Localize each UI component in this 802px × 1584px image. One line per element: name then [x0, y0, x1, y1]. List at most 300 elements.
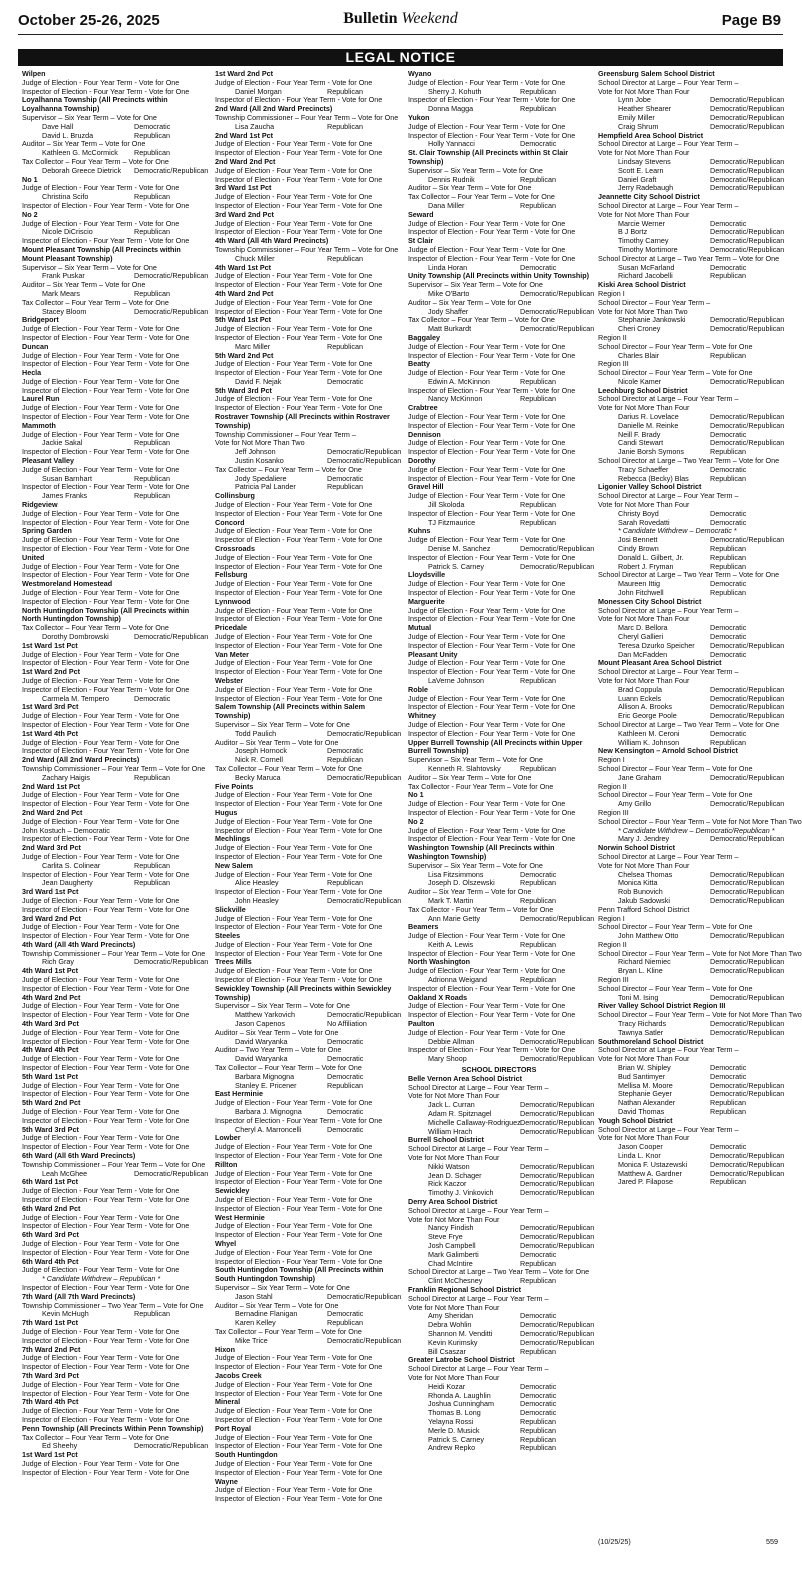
candidate-name: John Heasley: [235, 895, 279, 905]
candidate-name: Barbara Mignogna: [235, 1071, 295, 1081]
notice-line: Inspector of Election - Four Year Term - Vote for One: [408, 1010, 576, 1020]
candidate-name: Becky Maruca: [235, 772, 281, 782]
notice-line: Judge of Election - Four Year Term - Vote for One: [408, 438, 566, 448]
notice-line: Supervisor – Six Year Term – Vote for One: [22, 112, 157, 122]
notice-line: Judge of Election - Four Year Term - Vote for One: [215, 1379, 373, 1389]
section-heading: 3rd Ward 2nd Pct: [215, 209, 274, 219]
section-heading: Laurel Run: [22, 394, 60, 404]
candidate-name: Yelayna Rossi: [428, 1416, 474, 1426]
candidate-party: Republican: [134, 491, 170, 501]
candidate-name: Patricia Pal Lander: [235, 482, 296, 492]
notice-line: School Director at Large – Four Year Term –: [598, 851, 739, 861]
section-heading: Salem Township (All Precincts within Salem Township): [215, 702, 366, 721]
notice-line: Inspector of Election - Four Year Term - Vote for One: [22, 1221, 190, 1231]
candidate-name: Ed Sheehy: [42, 1441, 78, 1451]
section-heading: 2nd Ward 1st Pct: [22, 781, 81, 791]
section-heading: Washington Township (All Precincts within Washington Township): [408, 843, 555, 861]
candidate-party: Republican: [520, 1276, 556, 1286]
candidate-name: Tracy Richards: [618, 1019, 667, 1029]
notice-line: Judge of Election - Four Year Term - Vote for One: [22, 77, 180, 87]
candidate-name: Mark T. Martin: [428, 895, 474, 905]
candidate-party: Democratic/Republican: [710, 1151, 785, 1161]
notice-line: Inspector of Election - Four Year Term - Vote for One: [215, 1203, 383, 1213]
candidate-name: Cheryl Gallieri: [618, 632, 664, 641]
section-heading: Whitney: [408, 711, 436, 721]
notice-line: Judge of Election - Four Year Term - Vote for One: [408, 244, 566, 254]
notice-line: Vote for Not More Than Four: [598, 1054, 690, 1064]
notice-line: School Director at Large – Four Year Term –: [598, 491, 739, 501]
notice-line: Inspector of Election - Four Year Term - Vote for One: [215, 200, 383, 210]
candidate-party: Democratic: [520, 1408, 557, 1418]
candidate-party: Republican: [520, 895, 556, 905]
candidate-name: Josi Bennett: [618, 535, 658, 545]
candidate-party: Republican: [134, 1309, 170, 1319]
notice-line: Judge of Election - Four Year Term - Vote for One: [22, 1265, 180, 1275]
section-heading: 6th Ward 1st Pct: [22, 1177, 79, 1187]
section-heading: Monessen City School District: [598, 596, 702, 606]
section-heading: St Clair: [408, 236, 434, 246]
notice-line: Inspector of Election - Four Year Term - Vote for One: [408, 807, 576, 817]
candidate-party: Democratic: [520, 1381, 557, 1391]
notice-line: Inspector of Election - Four Year Term - Vote for One: [22, 834, 190, 844]
candidate-name: Dennis Rudnik: [428, 174, 475, 184]
candidate-party: Republican: [134, 860, 170, 870]
candidate-name: Toni M. Ising: [618, 992, 659, 1002]
candidate-party: Democratic/Republican: [710, 640, 785, 650]
notice-line: Judge of Election - Four Year Term - Vote for One: [22, 790, 180, 800]
notice-line: Judge of Election - Four Year Term - Vote for One: [215, 139, 373, 149]
candidate-name: Teresa Dzurko Speicher: [618, 640, 695, 650]
candidate-name: Holly Yannacci: [428, 139, 475, 149]
section-heading: 1st Ward 4th Pct: [22, 728, 79, 738]
candidate-party: Republican: [520, 174, 556, 184]
notice-line: Region I: [598, 755, 625, 765]
section-heading: 2nd Ward 2nd Pct: [215, 156, 276, 166]
section-heading: 3rd Ward 2nd Pct: [22, 913, 81, 923]
candidate-party: Democratic: [710, 728, 747, 738]
notice-line: Inspector of Election - Four Year Term - Vote for One: [22, 517, 190, 527]
section-heading: New Kensington – Arnold School District: [598, 746, 738, 756]
candidate-party: Democratic/Republican: [520, 1188, 595, 1198]
notice-line: Auditor – Six Year Term – Vote for One: [408, 297, 532, 307]
notice-line: Inspector of Election - Four Year Term - Vote for One: [22, 412, 190, 422]
notice-line: School Director at Large – Four Year Term –: [598, 77, 739, 87]
notice-line: Judge of Election - Four Year Term - Vote for One: [215, 1353, 373, 1363]
candidate-party: Republican: [520, 1443, 556, 1453]
notice-line: Inspector of Election - Four Year Term - Vote for One: [215, 508, 383, 518]
notice-line: Supervisor – Six Year Term – Vote for One: [22, 262, 157, 272]
notice-line: Inspector of Election - Four Year Term - Vote for One: [22, 200, 190, 210]
notice-line: Judge of Election - Four Year Term - Vote for One: [22, 675, 180, 685]
issue-date: October 25-26, 2025: [18, 12, 160, 29]
candidate-party: Democratic: [134, 121, 171, 131]
section-heading: Derry Area School District: [408, 1197, 498, 1206]
section-heading: 7th Ward 1st Pct: [22, 1318, 79, 1328]
candidate-party: Democratic/Republican: [520, 324, 595, 334]
notice-line: Supervisor – Six Year Term – Vote for One: [408, 165, 543, 175]
notice-line: Inspector of Election - Four Year Term - Vote for One: [408, 667, 576, 677]
notice-line: School Director at Large – Four Year Term –: [598, 605, 739, 615]
notice-line: Vote for Not More Than Four: [408, 1302, 500, 1312]
section-heading: Unity Township (All Precincts within Unity Township): [408, 271, 590, 281]
notice-line: Judge of Election - Four Year Term - Vote for One: [215, 1221, 373, 1231]
notice-line: Judge of Election - Four Year Term - Vote for One: [215, 1195, 373, 1204]
section-heading: Whyel: [215, 1238, 237, 1248]
candidate-name: Robert J. Fryman: [618, 561, 674, 571]
section-heading: Crossroads: [215, 544, 255, 554]
candidate-name: Kevin Kurimsky: [428, 1337, 478, 1347]
notice-line: Judge of Election - Four Year Term - Vote for One: [408, 693, 566, 703]
candidate-party: Republican: [710, 588, 746, 598]
notice-line: Inspector of Election - Four Year Term - Vote for One: [215, 280, 383, 290]
section-heading: Mineral: [215, 1397, 241, 1407]
candidate-name: William Hrach: [428, 1126, 473, 1136]
notice-number: 559: [766, 1537, 778, 1546]
withdrawal-note: * Candidate Withdrew – Republican *: [42, 1274, 161, 1284]
notice-line: Township Commissioner – Four Year Term – Vote for One: [22, 948, 206, 958]
candidate-name: Charles Blair: [618, 350, 660, 360]
candidate-name: Carmela M. Tempero: [42, 693, 109, 703]
candidate-name: Thomas B. Long: [428, 1408, 481, 1418]
notice-line: Judge of Election - Four Year Term - Vote for One: [22, 1080, 180, 1090]
notice-line: Inspector of Election - Four Year Term - Vote for One: [22, 447, 190, 457]
withdrawal-note: * Candidate Withdrew – Democratic *: [618, 526, 737, 536]
candidate-name: Timothy J. Vinkovich: [428, 1188, 494, 1198]
candidate-party: Republican: [710, 737, 746, 747]
section-heading: 6th Ward 3rd Pct: [22, 1230, 79, 1240]
candidate-party: Democratic: [520, 139, 557, 149]
candidate-name: Patrick S. Carney: [428, 1434, 484, 1444]
candidate-name: Matthew A. Gardner: [618, 1168, 682, 1178]
notice-line: School Director at Large – Four Year Term –: [408, 1144, 549, 1154]
candidate-name: Jody Shaffer: [428, 306, 469, 316]
candidate-party: Republican: [327, 755, 363, 765]
candidate-name: Lisa Zaucha: [235, 121, 275, 131]
notice-line: Inspector of Election - Four Year Term - Vote for One: [215, 1441, 383, 1451]
section-heading: Baggaley: [408, 332, 440, 342]
candidate-party: Democratic: [710, 1063, 747, 1073]
candidate-name: Nancy McKinnon: [428, 394, 483, 404]
candidate-entry: [22, 165, 209, 176]
candidate-name: Richard Jacobelli: [618, 271, 673, 281]
candidate-name: Todd Paulich: [235, 728, 277, 738]
candidate-party: Republican: [520, 104, 556, 114]
notice-line: Region III: [598, 975, 629, 985]
candidate-name: Keith A. Lewis: [428, 939, 474, 949]
candidate-name: Alice Heasley: [235, 878, 279, 888]
candidate-name: Bill Csaszar: [428, 1346, 466, 1356]
publication-masthead: [0, 10, 801, 28]
notice-line: Inspector of Election - Four Year Term - Vote for One: [215, 851, 383, 861]
candidate-name: Amy Grillo: [618, 799, 652, 809]
candidate-name: Frank Puskar: [42, 271, 85, 281]
notice-line: Judge of Election - Four Year Term - Vote for One: [215, 816, 373, 826]
candidate-party: Republican: [520, 1346, 556, 1356]
section-heading: Mutual: [408, 623, 432, 633]
section-heading: Pleasant Valley: [22, 456, 74, 466]
notice-line: Judge of Election - Four Year Term - Vote for One: [408, 368, 566, 378]
notice-line: Judge of Election - Four Year Term - Vote for One: [22, 350, 180, 360]
candidate-name: Linda Horan: [428, 262, 468, 272]
candidate-party: Republican: [520, 200, 556, 210]
candidate-name: Jason Cooper: [618, 1142, 663, 1152]
notice-line: Judge of Election - Four Year Term - Vote for One: [215, 579, 373, 589]
notice-line: Auditor – Two Year Term – Vote for One: [215, 1045, 342, 1055]
notice-line: Judge of Election - Four Year Term - Vote for One: [408, 719, 566, 729]
candidate-party: Democratic/Republican: [710, 1089, 785, 1099]
section-heading: 5th Ward 1st Pct: [215, 315, 272, 325]
section-heading: Gravel Hill: [408, 482, 444, 492]
notice-line: Inspector of Election - Four Year Term - Vote for One: [215, 588, 383, 598]
candidate-name: Nick R. Cornell: [235, 755, 283, 765]
candidate-party: No Affiliation: [327, 1019, 367, 1029]
notice-line: Judge of Election - Four Year Term - Vote for One: [22, 561, 180, 571]
candidate-name: Susan McFarland: [618, 262, 675, 272]
candidate-party: Democratic/Republican: [710, 412, 785, 422]
candidate-party: Democratic: [710, 623, 747, 633]
notice-line: Vote for Not More Than Four: [598, 86, 690, 96]
notice-line: Supervisor – Six Year Term – Vote for One: [408, 755, 543, 765]
candidate-party: Democratic: [710, 517, 747, 527]
candidate-name: Timothy Carney: [618, 236, 669, 246]
candidate-name: Monica Kitta: [618, 878, 658, 888]
candidate-name: Heidi Kozar: [428, 1381, 466, 1391]
section-heading: Dorothy: [408, 456, 436, 466]
notice-line: Tax Collector – Four Year Term – Vote for One: [22, 1432, 169, 1442]
notice-line: Judge of Election - Four Year Term - Vote for One: [22, 975, 180, 985]
candidate-party: Republican: [710, 447, 746, 457]
candidate-party: Democratic: [520, 1390, 557, 1400]
section-heading: North Washington: [408, 957, 471, 967]
section-heading: Lowber: [215, 1133, 241, 1143]
candidate-name: Jason Capenos: [235, 1019, 285, 1029]
notice-line: Region I: [598, 913, 625, 923]
notice-line: Judge of Election - Four Year Term - Vote for One: [215, 165, 373, 175]
section-heading: Webster: [215, 675, 244, 685]
candidate-party: Democratic: [520, 869, 557, 879]
candidate-name: Chuck Miller: [235, 253, 275, 263]
candidate-name: Richard Niemiec: [618, 957, 671, 967]
notice-line: Tax Collector - Four Year Term – Vote for One: [408, 781, 554, 791]
candidate-name: Josh Campbell: [428, 1240, 476, 1250]
candidate-name: Mike Trice: [235, 1335, 268, 1345]
notice-line: Inspector of Election - Four Year Term - Vote for One: [215, 825, 383, 835]
candidate-name: Christina Scifo: [42, 192, 89, 202]
candidate-name: Patrick S. Carney: [428, 561, 484, 571]
candidate-name: Rick Kaczor: [428, 1179, 467, 1189]
notice-line: School Director at Large – Four Year Term –: [598, 1045, 739, 1055]
candidate-party: Democratic/Republican: [710, 957, 785, 967]
section-heading: Hixon: [215, 1344, 235, 1354]
section-heading: Yough School District: [598, 1115, 673, 1125]
section-heading: Concord: [215, 517, 245, 527]
header-divider: [18, 34, 783, 35]
section-heading: United: [22, 552, 45, 562]
notice-line: Judge of Election - Four Year Term - Vote for One: [22, 403, 180, 413]
section-heading: Beamers: [408, 922, 439, 932]
candidate-party: Republican: [520, 939, 556, 949]
notice-line: Inspector of Election - Four Year Term - Vote for One: [215, 887, 383, 897]
candidate-name: Deborah Greece Dietrick: [42, 165, 122, 175]
candidate-name: Shannon M. Venditti: [428, 1328, 493, 1338]
notice-line: Judge of Election - Four Year Term - Vote for One: [215, 790, 373, 800]
notice-line: Judge of Election - Four Year Term - Vote for One: [408, 605, 566, 615]
notice-line: Inspector of Election - Four Year Term - Vote for One: [408, 95, 576, 105]
notice-line: Inspector of Election - Four Year Term - Vote for One: [408, 130, 576, 140]
notice-line: Inspector of Election - Four Year Term - Vote for One: [22, 1362, 190, 1372]
section-heading: Franklin Regional School District: [408, 1284, 522, 1294]
candidate-name: Ann Marie Getty: [428, 913, 480, 923]
section-heading: 4th Ward 2nd Pct: [215, 288, 274, 298]
candidate-entry: [215, 1126, 397, 1135]
section-heading: 4th Ward (All 4th Ward Precincts): [22, 939, 136, 949]
section-heading: 6th Ward 2nd Pct: [22, 1203, 81, 1213]
notice-line: Inspector of Election - Four Year Term - Vote for One: [22, 1467, 190, 1477]
notice-line: Vote for Not More Than Four: [598, 614, 690, 624]
candidate-party: Democratic: [710, 632, 747, 641]
candidate-name: Dan McFadden: [618, 649, 668, 659]
candidate-entry: [598, 1178, 780, 1187]
candidate-name: Mary Shoop: [428, 1054, 467, 1064]
candidate-party: Democratic/Republican: [710, 1027, 785, 1037]
section-heading: Sewickley: [215, 1186, 250, 1196]
notice-line: Judge of Election - Four Year Term - Vote for One: [408, 931, 566, 941]
candidate-party: Democratic: [327, 1036, 364, 1046]
notice-line: Inspector of Election - Four Year Term - Vote for One: [408, 640, 576, 650]
notice-line: Region II: [598, 332, 627, 342]
candidate-name: James Franks: [42, 491, 88, 501]
notice-line: School Director at Large – Four Year Term –: [598, 139, 739, 149]
candidate-party: Democratic/Republican: [710, 895, 785, 905]
candidate-name: Mary J. Jendrey: [618, 834, 670, 844]
notice-line: Inspector of Election - Four Year Term - Vote for One: [215, 799, 383, 809]
candidate-name: Nicole Kamer: [618, 376, 662, 386]
candidate-party: Democratic/Republican: [710, 244, 785, 254]
notice-line: Inspector of Election - Four Year Term - Vote for One: [22, 1335, 190, 1345]
notice-line: Inspector of Election - Four Year Term - Vote for One: [22, 544, 190, 554]
candidate-name: Janie Borsh Symons: [618, 447, 684, 457]
notice-line: Judge of Election - Four Year Term - Vote for One: [22, 1186, 180, 1196]
candidate-party: Democratic/Republican: [710, 834, 785, 844]
candidate-party: Democratic/Republican: [710, 324, 785, 334]
candidate-party: Democratic: [710, 218, 747, 228]
candidate-name: David Waryanka: [235, 1054, 288, 1064]
notice-line: Inspector of Election - Four Year Term - Vote for One: [408, 1045, 576, 1055]
candidate-party: Democratic/Republican: [710, 931, 785, 941]
notice-line: Inspector of Election - Four Year Term - Vote for One: [22, 1063, 190, 1073]
notice-line: Judge of Election - Four Year Term - Vote for One: [22, 1326, 180, 1336]
section-heading: Sewickley Township (All Precincts within Sewickley Township): [215, 983, 392, 1002]
notice-line: Auditor – Six Year Term – Vote for One: [22, 139, 146, 149]
candidate-party: Democratic/Republican: [710, 684, 785, 694]
candidate-party: Democratic: [710, 1142, 747, 1152]
candidate-party: Democratic/Republican: [520, 1240, 595, 1250]
notice-line: Inspector of Election - Four Year Term - Vote for One: [215, 95, 383, 105]
candidate-name: Karen Kelley: [235, 1318, 276, 1328]
notice-line: Judge of Election - Four Year Term - Vote for One: [215, 939, 373, 949]
notice-line: Tax Collector – Four Year Term – Vote for One: [215, 464, 362, 474]
candidate-party: Democratic/Republican: [520, 1170, 595, 1180]
candidate-party: Democratic/Republican: [327, 1010, 402, 1020]
section-heading: Westmoreland Homestead: [22, 579, 113, 589]
candidate-name: Susan Barnhart: [42, 473, 92, 483]
candidate-name: Jack L. Curran: [428, 1100, 475, 1110]
candidate-party: Democratic/Republican: [327, 1335, 402, 1345]
candidate-party: Democratic/Republican: [520, 1179, 595, 1189]
candidate-name: Kenneth R. Slahtovsky: [428, 763, 501, 773]
notice-line: Judge of Election - Four Year Term - Vote for One: [215, 1406, 373, 1416]
section-heading: Ridgeview: [22, 500, 58, 510]
candidate-name: Carlita S. Colinear: [42, 860, 101, 870]
notice-line: Inspector of Election - Four Year Term - Vote for One: [22, 236, 190, 246]
notice-line: Auditor – Six Year Term – Vote for One: [408, 772, 532, 782]
section-heading: No 2: [408, 816, 424, 826]
candidate-name: Christy Boyd: [618, 508, 659, 518]
section-heading: Leechburg School District: [598, 385, 688, 395]
candidate-party: Democratic/Republican: [710, 438, 785, 448]
candidate-party: Democratic/Republican: [327, 772, 402, 782]
section-heading: 5th Ward 2nd Pct: [22, 1098, 81, 1108]
notice-columns: [22, 69, 802, 1575]
candidate-name: Brian W. Shipley: [618, 1063, 671, 1073]
section-heading: Penn Township (All Precincts Within Penn Township): [22, 1423, 204, 1433]
candidate-party: Republican: [327, 1318, 363, 1328]
section-heading: South Huntingdon: [215, 1450, 278, 1460]
notice-line: School Director – Four Year Term – Vote for One: [598, 922, 753, 932]
notice-line: Inspector of Election - Four Year Term - Vote for One: [22, 719, 190, 729]
page-number: Page B9: [721, 12, 781, 29]
notice-line: Judge of Election - Four Year Term - Vote for One: [22, 922, 180, 932]
candidate-name: David Thomas: [618, 1107, 665, 1117]
notice-line: Tax Collector – Four Year Term – Vote for One: [215, 1063, 362, 1073]
section-heading: Pleasant Unity: [408, 649, 458, 659]
candidate-name: Edwin A. McKinnon: [428, 376, 490, 386]
notice-line: Judge of Election - Four Year Term - Vote for One: [22, 1133, 180, 1143]
notice-line: Judge of Election - Four Year Term - Vote for One: [215, 297, 373, 307]
candidate-party: Republican: [710, 1107, 746, 1117]
section-heading: 5th Ward 3rd Pct: [22, 1124, 79, 1134]
section-heading: Burrell School District: [408, 1135, 484, 1145]
notice-line: Township Commissioner – Two Year Term – Vote for One: [22, 1300, 204, 1310]
candidate-name: Sherry J. Kohuth: [428, 86, 482, 96]
notice-line: Judge of Election - Four Year Term - Vote for One: [215, 605, 373, 615]
candidate-party: Democratic/Republican: [134, 1441, 209, 1451]
candidate-party: Democratic: [327, 473, 364, 483]
notice-line: Tax Collector – Four Year Term – Vote for One: [22, 623, 169, 633]
candidate-name: Allison A. Brooks: [618, 702, 672, 712]
notice-line: Region III: [598, 807, 629, 817]
section-heading: Bridgeport: [22, 315, 59, 325]
candidate-party: Republican: [327, 1080, 363, 1090]
section-heading: South Huntingdon Township (All Precincts within South Huntingdon Township): [215, 1265, 384, 1284]
candidate-name: Nikki Watson: [428, 1161, 470, 1171]
candidate-party: Democratic: [710, 508, 747, 518]
candidate-party: Democratic/Republican: [710, 95, 785, 105]
section-heading: 5th Ward 1st Pct: [22, 1071, 79, 1081]
notice-line: Judge of Election - Four Year Term - Vote for One: [215, 632, 373, 641]
candidate-name: John Matthew Otto: [618, 931, 679, 941]
candidate-party: Republican: [134, 288, 170, 298]
candidate-name: Kathleen G. McCormick: [42, 148, 118, 158]
notice-line: Inspector of Election - Four Year Term - Vote for One: [22, 482, 190, 492]
notice-line: Auditor – Six Year Term – Vote for One: [408, 887, 532, 897]
notice-line: School Director at Large – Four Year Term –: [408, 1082, 549, 1092]
notice-line: Judge of Election - Four Year Term - Vote for One: [215, 324, 373, 334]
candidate-party: Democratic/Republican: [520, 1161, 595, 1171]
candidate-party: Republican: [520, 1258, 556, 1268]
candidate-party: Democratic: [710, 464, 747, 474]
candidate-name: Lindsay Stevens: [618, 156, 671, 166]
